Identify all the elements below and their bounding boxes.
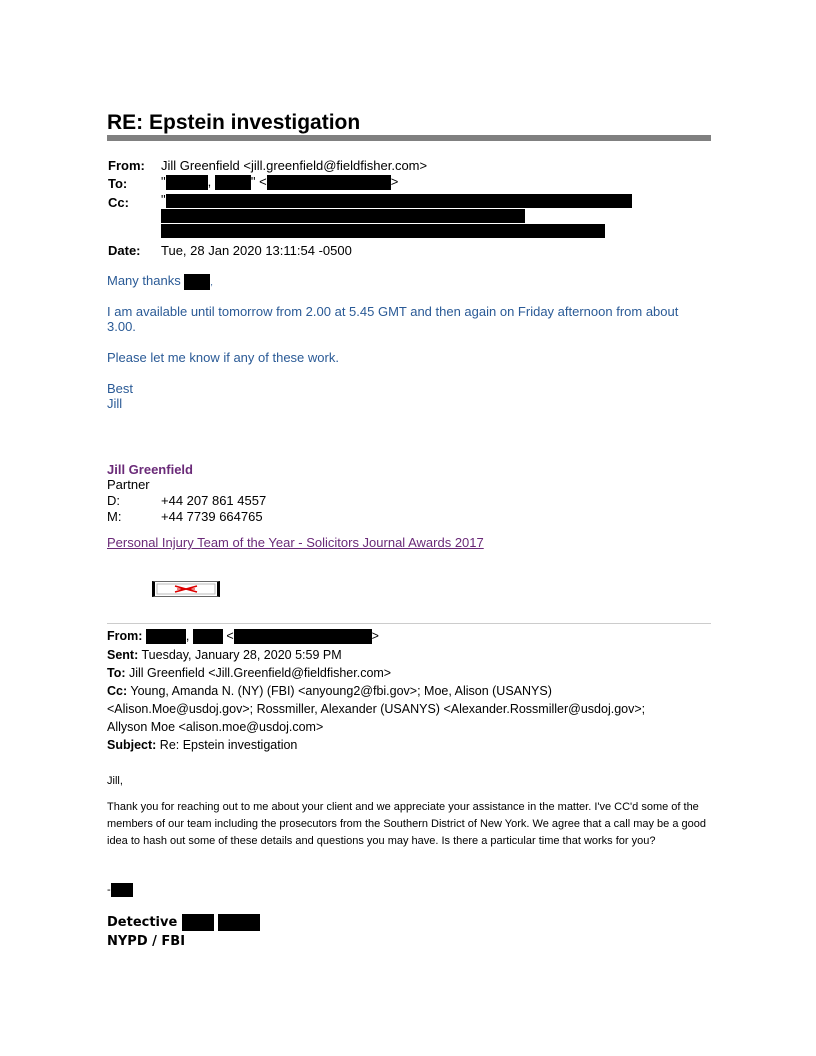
reply-best: Best <box>107 381 134 396</box>
reply-please: Please let me know if any of these work. <box>107 350 339 365</box>
from-label: From: <box>108 158 145 173</box>
to-quote: " <box>161 174 166 189</box>
from-value: Jill Greenfield <jill.greenfield@fieldfisher.com> <box>161 158 428 173</box>
orig-cc-line1: Young, Amanda N. (NY) (FBI) <anyoung2@fbi.gov>; Moe, Alison (USANYS) <box>130 684 552 698</box>
orig-sent-label: Sent: <box>107 648 139 662</box>
orig-sent-value: Tuesday, January 28, 2020 5:59 PM <box>141 648 342 662</box>
redaction <box>146 629 186 644</box>
to-end: > <box>390 174 399 189</box>
original-to <box>107 665 391 683</box>
email-title: RE: Epstein investigation <box>107 111 361 134</box>
original-cc <box>107 683 552 701</box>
title-rule <box>107 135 711 141</box>
redaction <box>218 914 260 931</box>
orig-from-lt: < <box>226 629 234 643</box>
orig-subject-value: Re: Epstein investigation <box>159 738 298 752</box>
orig-cc-line3: Allyson Moe <alison.moe@usdoj.com> <box>107 720 324 734</box>
redaction <box>166 194 632 208</box>
cc-quote: " <box>161 192 166 207</box>
redaction <box>111 883 133 897</box>
signature-name: Jill Greenfield <box>107 462 193 477</box>
orig-from-label: From: <box>107 629 143 643</box>
orig-dash: - <box>107 884 111 896</box>
redaction <box>193 629 223 644</box>
reply-thanks <box>107 273 213 290</box>
cc-label: Cc: <box>108 195 129 210</box>
to-comma: , <box>207 174 212 189</box>
redaction <box>234 629 372 644</box>
redaction <box>166 175 208 190</box>
orig-body: Thank you for reaching out to me about your client and we appreciate your assistance in the matter. I've CC'd some of the members of our team including the prosecutors from the Southern District of New York. We agree that a call may be a good idea to hash out some of these details and questions you may have. Is there a particular time that works for you? <box>107 801 706 847</box>
original-from <box>107 628 379 646</box>
phone-d-label: D: <box>107 493 120 508</box>
orig-cc-label: Cc: <box>107 684 128 698</box>
phone-m-value: +44 7739 664765 <box>161 509 263 524</box>
redaction <box>182 914 214 931</box>
date-label: Date: <box>108 243 141 258</box>
date-value: Tue, 28 Jan 2020 13:11:54 -0500 <box>161 243 352 258</box>
orig-from-gt: > <box>371 629 379 643</box>
orig-sig-title-line <box>107 914 260 931</box>
broken-image-icon <box>152 581 220 597</box>
reply-name: Jill <box>107 396 123 411</box>
award-link[interactable]: Personal Injury Team of the Year - Solicitors Journal Awards 2017 <box>107 535 484 550</box>
message-divider <box>107 623 711 624</box>
orig-subject-label: Subject: <box>107 738 157 752</box>
redaction <box>267 175 391 190</box>
orig-to-label: To: <box>107 666 126 680</box>
phone-d-value: +44 207 861 4557 <box>161 493 267 508</box>
orig-sig-title: Detective <box>107 915 178 930</box>
orig-cc-line2: <Alison.Moe@usdoj.gov>; Rossmiller, Alexander (USANYS) <Alexander.Rossmiller@usdoj.gov>; <box>107 702 646 716</box>
original-sent <box>107 647 342 665</box>
to-value <box>161 174 398 190</box>
orig-greeting: Jill, <box>107 775 123 787</box>
to-close: " < <box>250 174 267 189</box>
redaction <box>184 274 210 290</box>
phone-m-label: M: <box>107 509 122 524</box>
thanks-comma: , <box>210 277 213 287</box>
original-subject <box>107 737 297 755</box>
redaction <box>215 175 251 190</box>
to-label: To: <box>108 176 128 191</box>
signature-role: Partner <box>107 477 150 492</box>
redaction <box>161 209 525 223</box>
orig-dash-line <box>107 882 133 900</box>
orig-from-comma: , <box>185 629 190 643</box>
reply-availability: I am available until tomorrow from 2.00 at 5.45 GMT and then again on Friday afternoon from about 3.00. <box>107 304 679 334</box>
orig-to-value: Jill Greenfield <Jill.Greenfield@fieldfisher.com> <box>129 666 392 680</box>
thanks-text: Many thanks <box>107 273 181 288</box>
orig-sig-org: NYPD / FBI <box>107 934 186 949</box>
redaction <box>161 224 605 238</box>
